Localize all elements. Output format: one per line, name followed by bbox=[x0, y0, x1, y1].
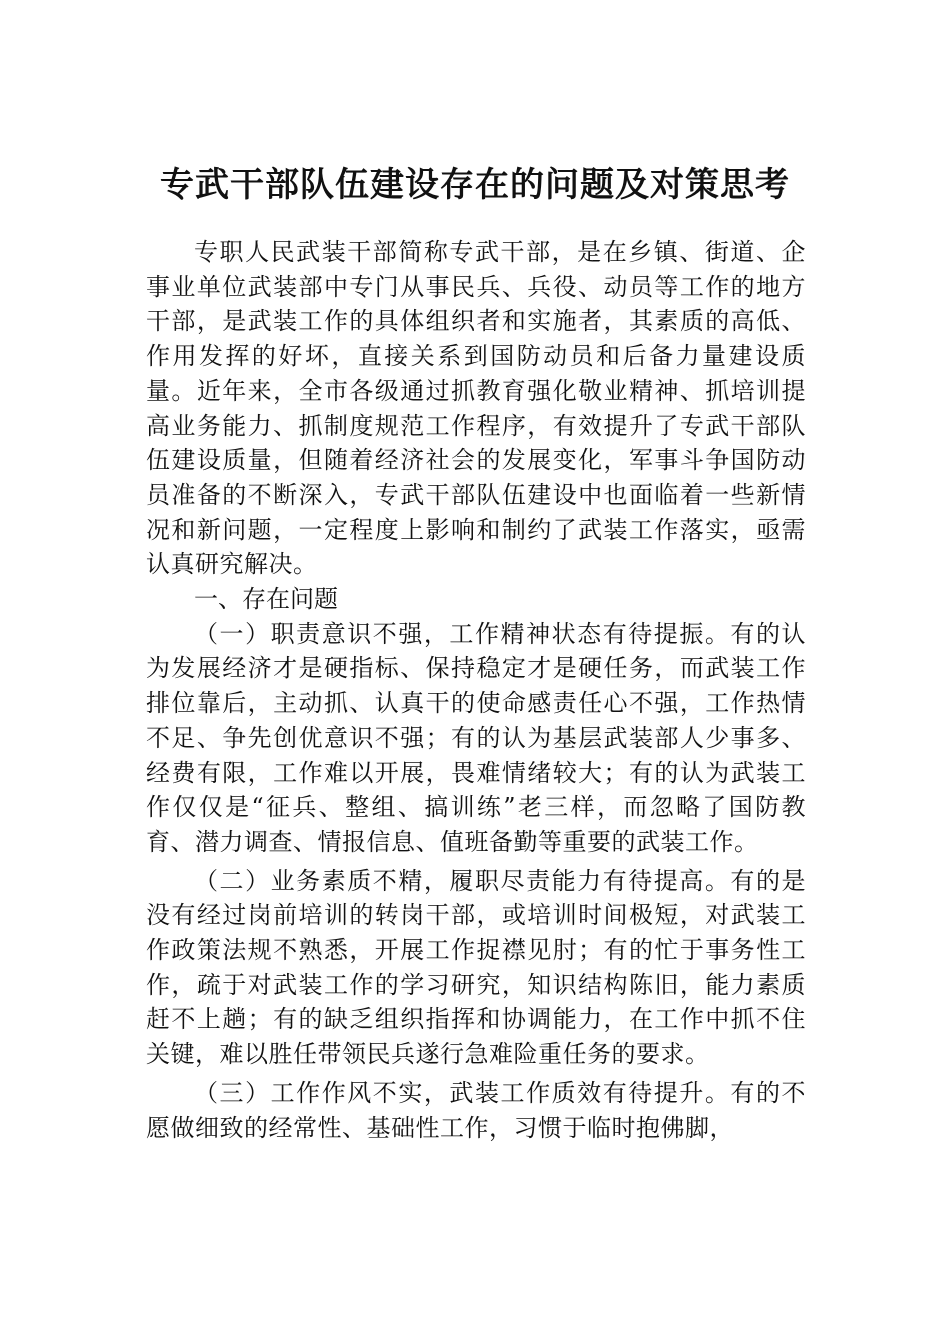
body-paragraph: （二）业务素质不精，履职尽责能力有待提高。有的是没有经过岗前培训的转岗干部，或培训时间极短，对武装工作政策法规不熟悉，开展工作捉襟见肘；有的忙于事务性工作，疏于对武装工作的学习研究，知识结构陈旧，能力素质赶不上趟；有的缺乏组织指挥和协调能力，在工作中抓不住关键，难以胜任带领民兵遂行急难险重任务的要求。 bbox=[146, 866, 806, 1069]
body-paragraph: （三）工作作风不实，武装工作质效有待提升。有的不愿做细致的经常性、基础性工作，习惯于临时抱佛脚， bbox=[146, 1078, 806, 1142]
body-paragraph: （一）职责意识不强，工作精神状态有待提振。有的认为发展经济才是硬指标、保持稳定才是硬任务，而武装工作排位靠后，主动抓、认真干的使命感责任心不强，工作热情不足、争先创优意识不强；有的认为基层武装部人少事多、经费有限，工作难以开展，畏难情绪较大；有的认为武装工作仅仅是“征兵、整组、搞训练”老三样，而忽略了国防教育、潜力调查、情报信息、值班备勤等重要的武装工作。 bbox=[146, 619, 806, 856]
document-title: 专武干部队伍建设存在的问题及对策思考 bbox=[160, 165, 790, 205]
section-heading: 一、存在问题 bbox=[194, 585, 338, 614]
intro-paragraph: 专职人民武装干部简称专武干部，是在乡镇、街道、企事业单位武装部中专门从事民兵、兵役、动员等工作的地方干部，是武装工作的具体组织者和实施者，其素质的高低、作用发挥的好坏，直接关系到国防动员和后备力量建设质量。近年来，全市各级通过抓教育强化敬业精神、抓培训提高业务能力、抓制度规范工作程序，有效提升了专武干部队伍建设质量，但随着经济社会的发展变化，军事斗争国防动员准备的不断深入，专武干部队伍建设中也面临着一些新情况和新问题，一定程度上影响和制约了武装工作落实，亟需认真研究解决。 bbox=[146, 238, 806, 579]
document-body bbox=[146, 235, 806, 1145]
